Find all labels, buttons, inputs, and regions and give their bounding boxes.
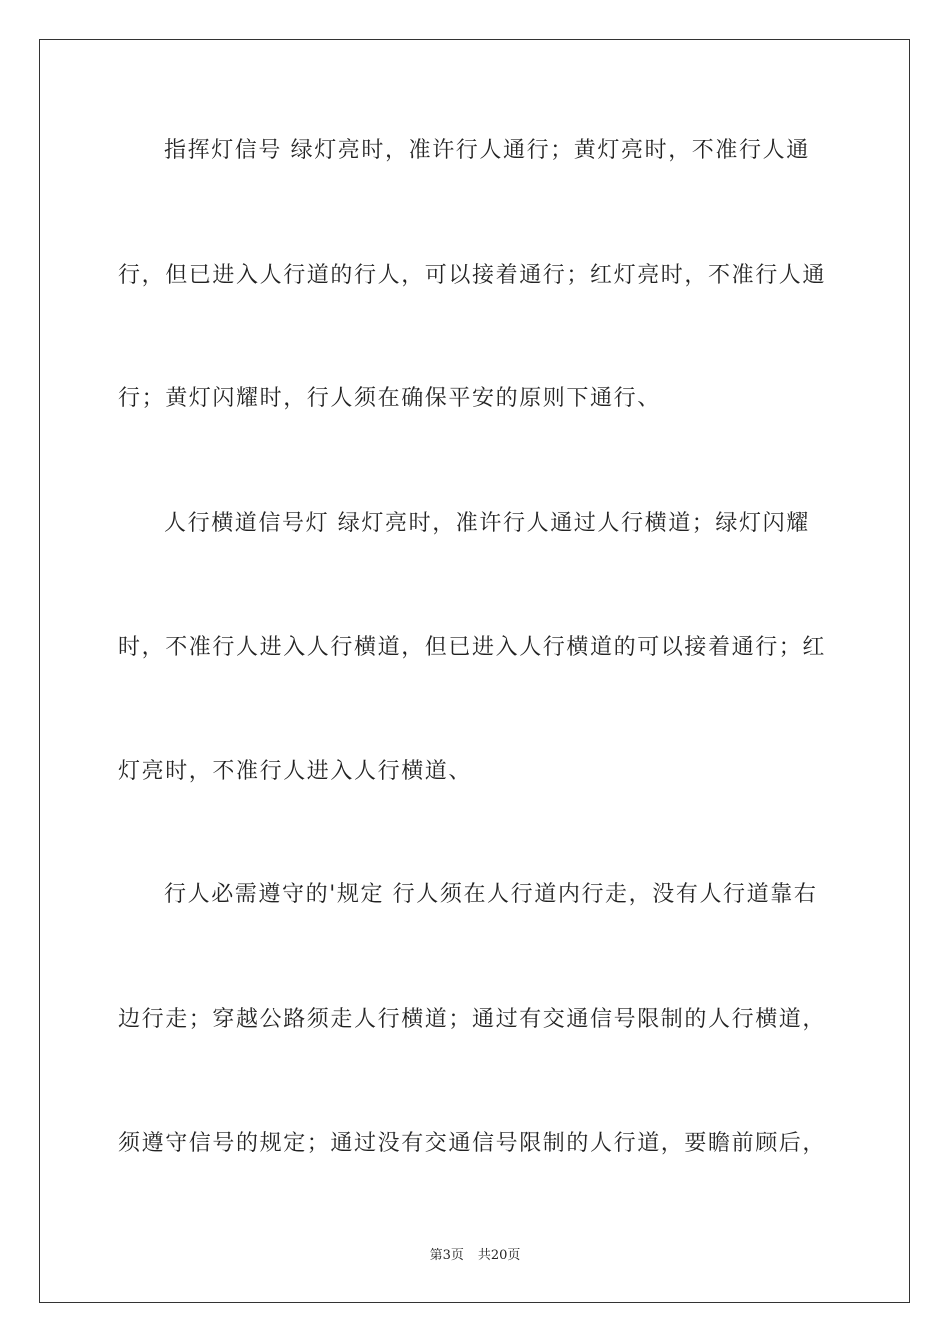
paragraph-line-8: 边行走；穿越公路须走人行横道；通过有交通信号限制的人行横道，	[118, 1007, 827, 1032]
paragraph-line-9: 须遵守信号的规定；通过没有交通信号限制的人行道，要瞻前顾后，	[118, 1131, 827, 1156]
page-frame	[39, 39, 910, 1303]
paragraph-line-4: 人行横道信号灯 绿灯亮时，准许行人通过人行横道；绿灯闪耀	[164, 511, 810, 536]
paragraph-line-1: 指挥灯信号 绿灯亮时，准许行人通行；黄灯亮时，不准行人通	[164, 138, 810, 163]
paragraph-line-7: 行人必需遵守的'规定 行人须在人行道内行走，没有人行道靠右	[164, 882, 818, 907]
page-footer	[0, 1247, 950, 1265]
paragraph-line-5: 时，不准行人进入人行横道，但已进入人行横道的可以接着通行；红	[118, 635, 827, 660]
paragraph-line-6: 灯亮时，不准行人进入人行横道、	[118, 759, 473, 784]
paragraph-line-2: 行，但已进入人行道的行人，可以接着通行；红灯亮时，不准行人通	[118, 263, 827, 288]
page-number: 第3页	[429, 1248, 464, 1263]
paragraph-line-3: 行；黄灯闪耀时，行人须在确保平安的原则下通行、	[118, 386, 661, 411]
page-total: 共20页	[477, 1248, 521, 1263]
